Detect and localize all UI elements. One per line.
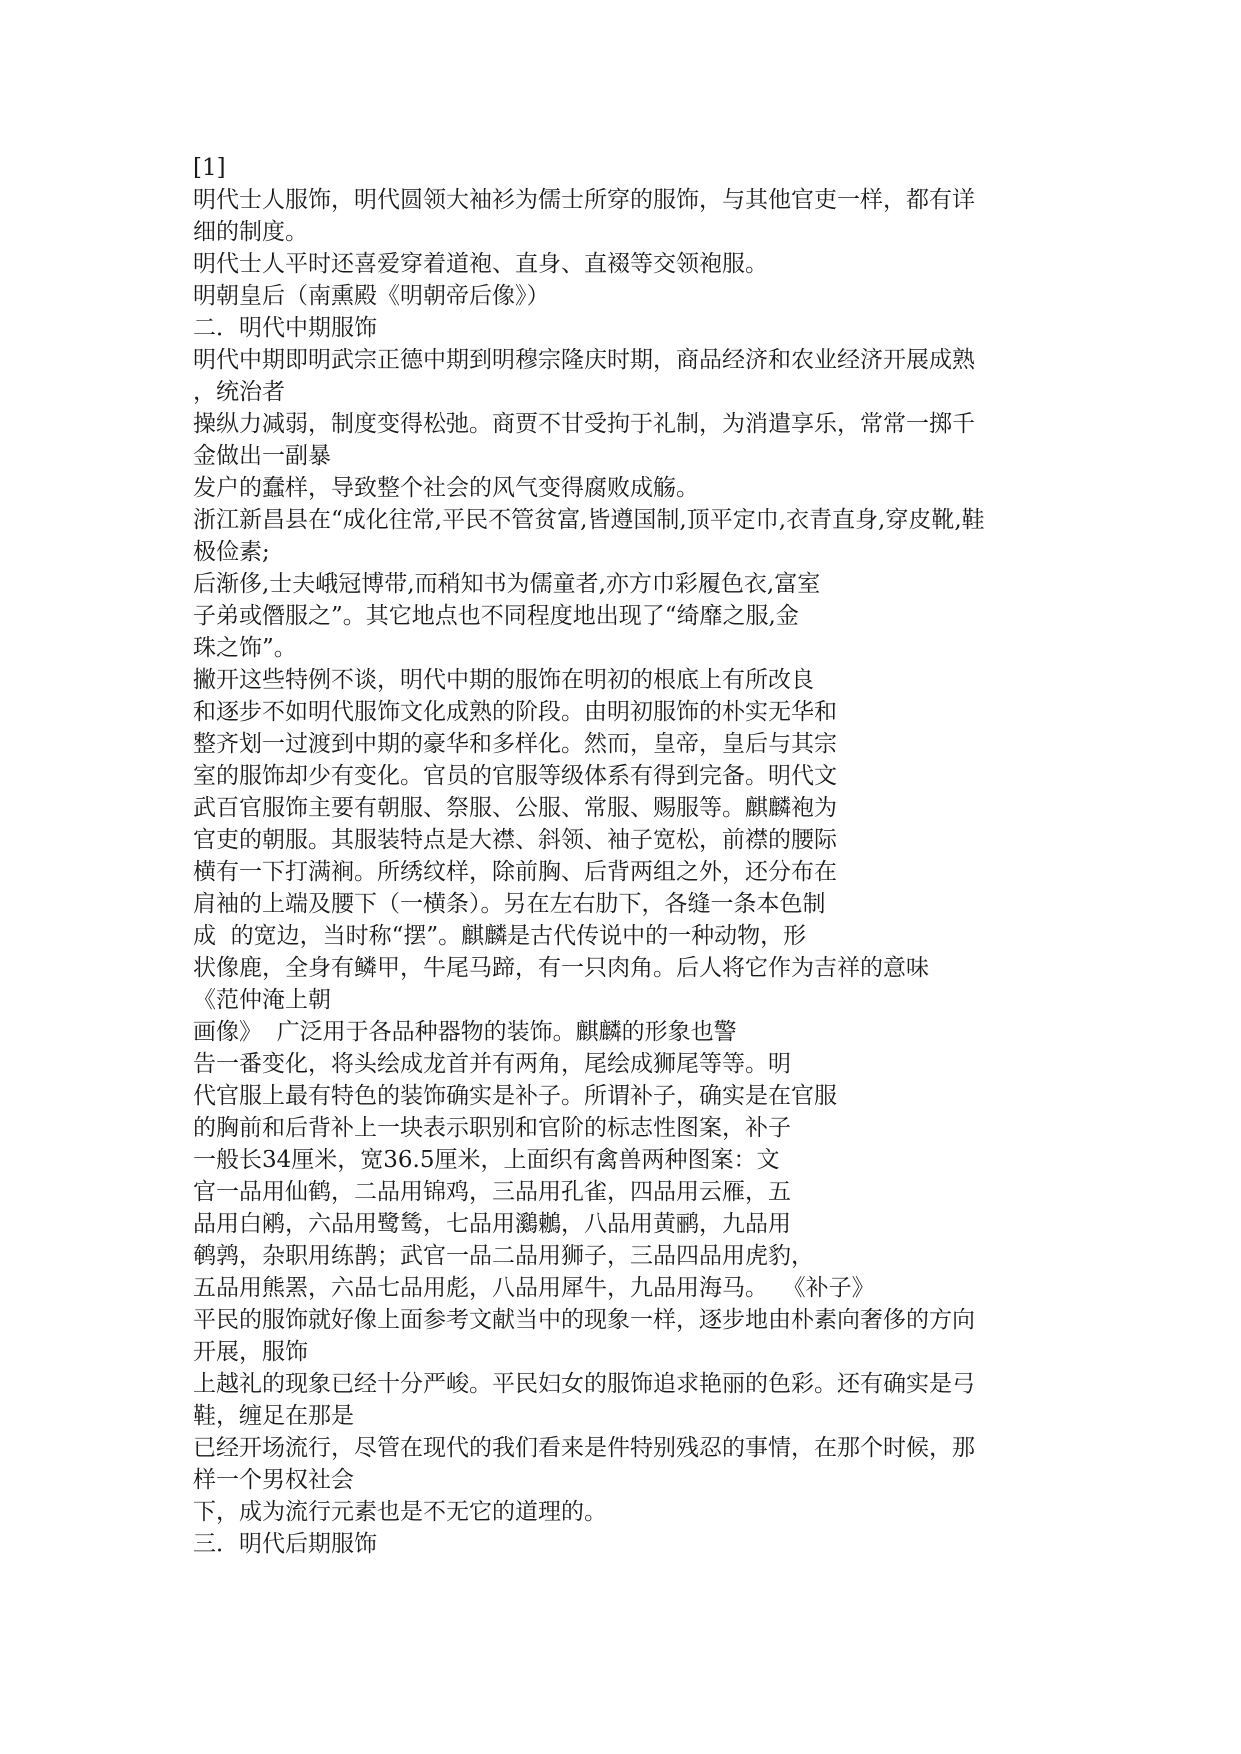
text-line: 官吏的朝服。其服装特点是大襟、斜领、袖子宽松，前襟的腰际 [193, 827, 837, 853]
text-line: 和逐步不如明代服饰文化成熟的阶段。由明初服饰的朴实无华和 [193, 699, 837, 725]
text-line: [1] [193, 155, 226, 181]
text-line: 《范仲淹上朝 [193, 987, 331, 1013]
text-line: 画像》 广泛用于各品种器物的装饰。麒麟的形象也警 [193, 1019, 737, 1045]
text-line: 成 的宽边，当时称“摆”。麒麟是古代传说中的一种动物，形 [193, 923, 807, 949]
text-line: 品用白鹇，六品用鹭鸶，七品用鸂鶒，八品用黄鹂，九品用 [193, 1211, 791, 1237]
text-line: 横有一下打满裥。所绣纹样，除前胸、后背两组之外，还分布在 [193, 859, 837, 885]
text-line: 明代中期即明武宗正德中期到明穆宗隆庆时期，商品经济和农业经济开展成熟 [193, 347, 975, 373]
text-line: 明代士人服饰，明代圆领大袖衫为儒士所穿的服饰，与其他官吏一样，都有详 [193, 187, 975, 213]
text-line: 鹌鹑，杂职用练鹊；武官一品二品用狮子，三品四品用虎豹， [193, 1243, 814, 1269]
text-line: 发户的蠢样，导致整个社会的风气变得腐败成觞。 [193, 475, 699, 501]
text-line: 告一番变化，将头绘成龙首并有两角，尾绘成狮尾等等。明 [193, 1051, 791, 1077]
text-line: 开展，服饰 [193, 1339, 308, 1365]
text-line: 操纵力减弱，制度变得松弛。商贾不甘受拘于礼制，为消遣享乐，常常一掷千 [193, 411, 975, 437]
text-line: 平民的服饰就好像上面参考文献当中的现象一样，逐步地由朴素向奢侈的方向 [193, 1307, 975, 1333]
text-line: ，统治者 [193, 379, 285, 405]
text-line: 五品用熊罴，六品七品用彪，八品用犀牛，九品用海马。 《补子》 [193, 1275, 875, 1301]
section-heading: 三．明代后期服饰 [193, 1531, 377, 1557]
text-line: 明朝皇后（南熏殿《明朝帝后像》） [193, 283, 550, 309]
text-line: 武百官服饰主要有朝服、祭服、公服、常服、赐服等。麒麟袍为 [193, 795, 837, 821]
text-line: 金做出一副暴 [193, 443, 331, 469]
text-line: 上越礼的现象已经十分严峻。平民妇女的服饰追求艳丽的色彩。还有确实是弓 [193, 1371, 975, 1397]
text-line: 细的制度。 [193, 219, 308, 245]
text-line: 整齐划一过渡到中期的豪华和多样化。然而，皇帝，皇后与其宗 [193, 731, 837, 757]
text-line: 已经开场流行，尽管在现代的我们看来是件特别残忍的事情，在那个时候，那 [193, 1435, 975, 1461]
text-line: 鞋，缠足在那是 [193, 1403, 354, 1429]
text-line: 官一品用仙鹤，二品用锦鸡，三品用孔雀，四品用云雁，五 [193, 1179, 791, 1205]
text-line: 后渐侈,士夫峨冠博带,而稍知书为儒童者,亦方巾彩履色衣,富室 [193, 571, 821, 597]
section-heading: 二．明代中期服饰 [193, 315, 377, 341]
text-line: 室的服饰却少有变化。官员的官服等级体系有得到完备。明代文 [193, 763, 837, 789]
text-line: 撇开这些特例不谈，明代中期的服饰在明初的根底上有所改良 [193, 667, 814, 693]
text-line: 珠之饰”。 [193, 635, 297, 661]
text-line: 肩袖的上端及腰下（一横条）。另在左右肋下，各缝一条本色制 [193, 891, 826, 917]
text-line: 下，成为流行元素也是不无它的道理的。 [193, 1499, 607, 1525]
text-line: 一般长34厘米，宽36.5厘米，上面织有禽兽两种图案：文 [193, 1147, 780, 1173]
text-line: 状像鹿，全身有鳞甲，牛尾马蹄，有一只肉角。后人将它作为吉祥的意味 [193, 955, 929, 981]
text-line: 子弟或僭服之”。其它地点也不同程度地出现了“绮靡之服,金 [193, 603, 799, 629]
text-line: 极俭素; [193, 539, 270, 565]
text-line: 的胸前和后背补上一块表示职别和官阶的标志性图案，补子 [193, 1115, 791, 1141]
text-line: 浙江新昌县在“成化往常,平民不管贫富,皆遵国制,顶平定巾,衣青直身,穿皮靴,鞋 [193, 507, 985, 533]
text-line: 代官服上最有特色的装饰确实是补子。所谓补子，确实是在官服 [193, 1083, 837, 1109]
document-body [193, 152, 1053, 1560]
text-line: 明代士人平时还喜爱穿着道袍、直身、直裰等交领袍服。 [193, 251, 768, 277]
text-line: 样一个男权社会 [193, 1467, 354, 1493]
